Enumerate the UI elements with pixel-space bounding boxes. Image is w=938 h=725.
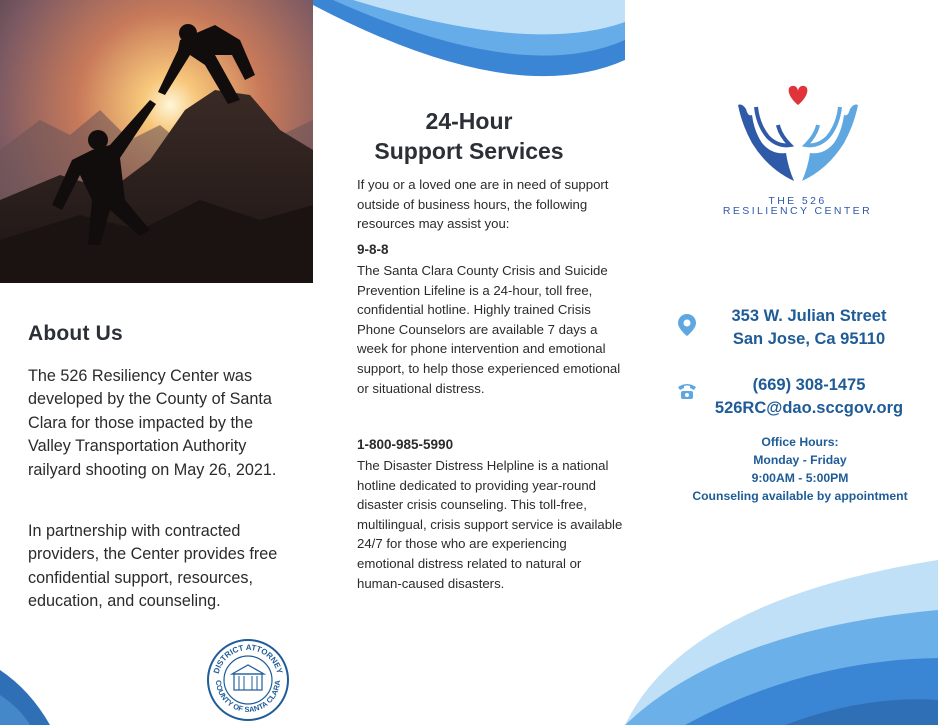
heart-icon	[789, 86, 808, 105]
office-hours-days: Monday - Friday	[753, 453, 847, 467]
seal-text-top: DISTRICT ATTORNEY	[211, 642, 285, 675]
hero-image	[0, 0, 313, 283]
title-line-2: Support Services	[374, 138, 564, 164]
title-line-1: 24-Hour	[425, 108, 513, 134]
top-wave-decoration	[313, 0, 625, 100]
hands-icon	[738, 105, 858, 182]
support-intro-text: If you or a loved one are in need of support outside of business hours, the following resources may assist you:	[357, 177, 609, 232]
office-hours-time: 9:00AM - 5:00PM	[751, 471, 849, 485]
address-line-2: San Jose, Ca 95110	[732, 330, 886, 348]
logo-text-line-1: THE 526	[768, 195, 827, 207]
resource-body-988: The Santa Clara County Crisis and Suicide Prevention Lifeline is a 24-hour, toll free, confidential hotline. Highly trained Crisis Phone Counselors are available 7 days a week for phone intervention and emotional support, to help those experienced emotional or situational distress.	[357, 263, 621, 396]
resiliency-center-logo	[728, 85, 868, 193]
phone-icon	[677, 380, 697, 400]
logo-text-line-2: RESILIENCY CENTER	[722, 205, 873, 217]
middle-panel	[313, 0, 625, 725]
seal-text-bottom: COUNTY OF SANTA CLARA	[213, 679, 283, 715]
resource-heading-988: 9-8-8	[357, 242, 389, 257]
district-attorney-seal	[206, 638, 290, 722]
counseling-note: Counseling available by appointment	[692, 489, 908, 503]
about-paragraph-services: In partnership with contracted providers, the Center provides free confidential support, resources, education, and counseling.	[28, 522, 278, 611]
about-us-title: About Us	[28, 322, 123, 345]
address-line-1: 353 W. Julian Street	[731, 307, 887, 325]
support-services-title	[313, 106, 625, 166]
left-panel	[0, 0, 313, 725]
right-panel	[625, 0, 938, 725]
bottom-wave-decoration	[625, 540, 938, 725]
resource-heading-disaster: 1-800-985-5990	[357, 437, 454, 452]
location-pin-icon	[678, 314, 696, 336]
resource-body-disaster: The Disaster Distress Helpline is a national hotline dedicated to providing year-round disaster crisis counseling. This toll-free, multilingual, crisis support service is available 24/7 for those who are experiencing emotional distress related to natural or human-caused disasters.	[357, 458, 623, 591]
corner-wave-decoration	[0, 650, 60, 725]
email-address[interactable]: 526RC@dao.sccgov.org	[714, 399, 904, 417]
phone-number[interactable]: (669) 308-1475	[752, 376, 866, 394]
office-hours-title: Office Hours:	[761, 435, 839, 449]
hero-photo-climbers	[0, 0, 313, 283]
about-paragraph-history: The 526 Resiliency Center was developed by the County of Santa Clara for those impacted by the Valley Transportation Authority railyard shooting on May 26, 2021.	[28, 367, 277, 479]
